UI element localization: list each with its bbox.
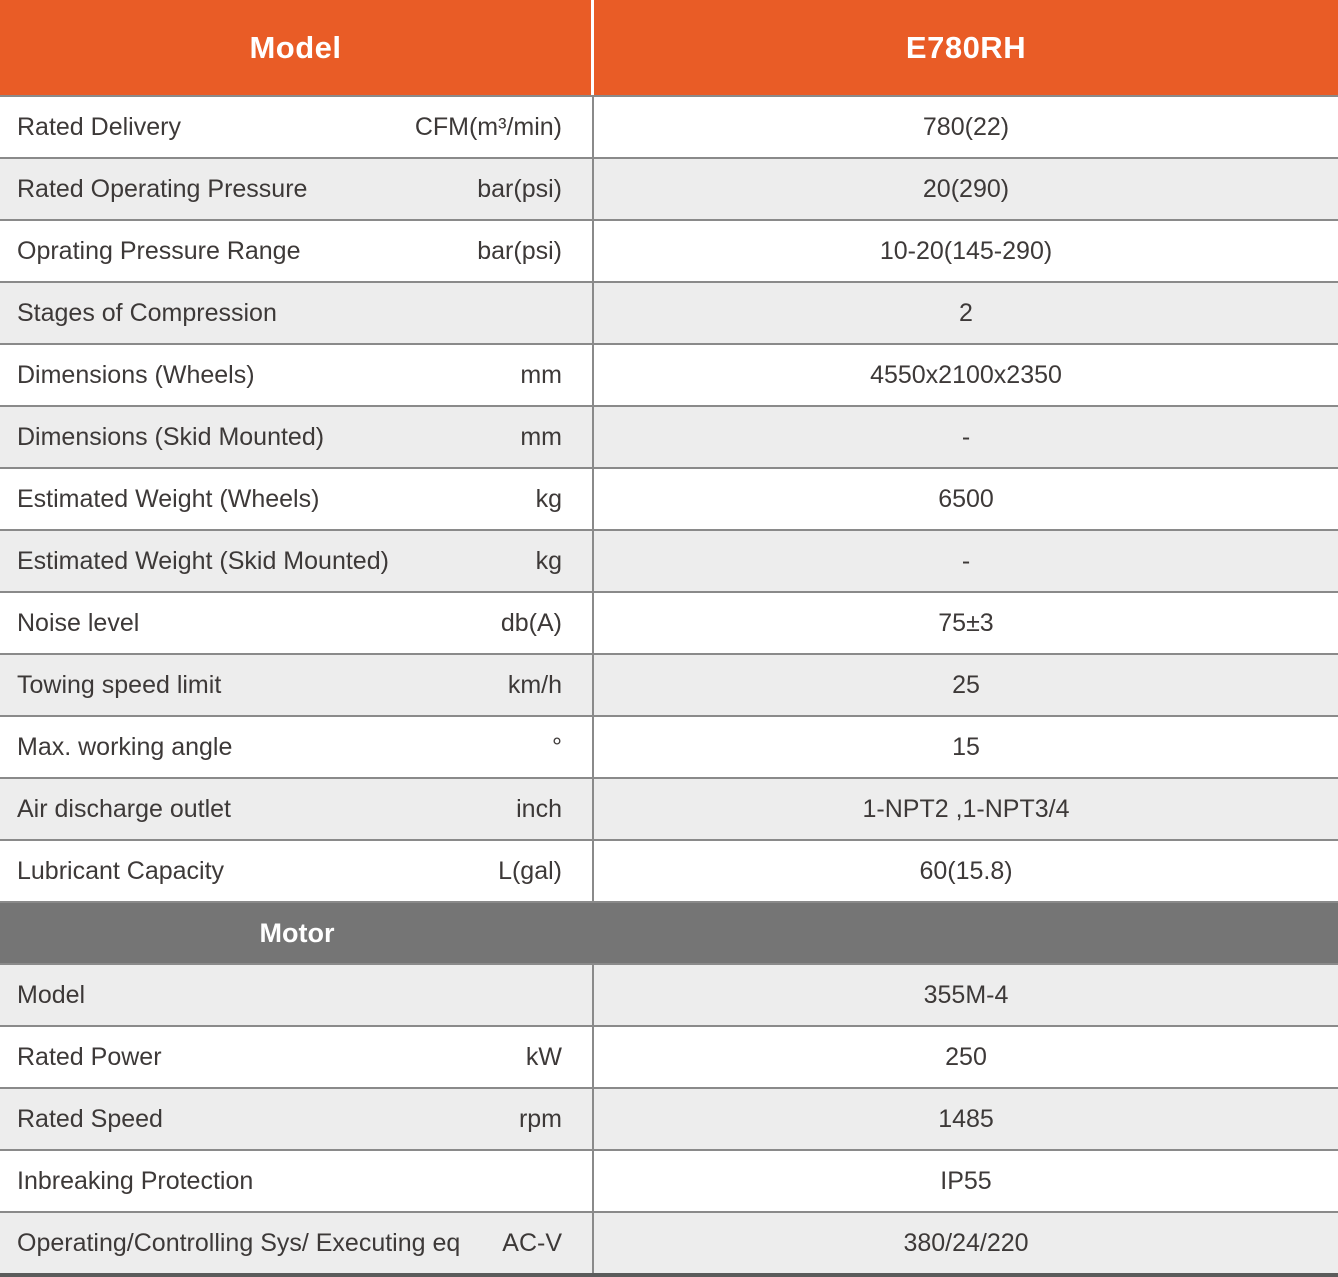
spec-left-cell	[0, 841, 594, 901]
spec-unit: inch	[516, 794, 562, 823]
spec-value: 6500	[938, 484, 994, 513]
table-bottom-border	[0, 1273, 1338, 1277]
spec-unit: CFM(m³/min)	[414, 112, 562, 141]
spec-label: Model	[17, 980, 86, 1009]
motor-section-header	[0, 901, 1338, 963]
spec-unit: bar(psi)	[477, 236, 562, 265]
spec-row-dimensions-wheels	[0, 343, 1338, 405]
spec-value: 1-NPT2 ,1-NPT3/4	[862, 794, 1070, 823]
spec-unit: kg	[535, 484, 562, 513]
spec-row-operating-pressure-range	[0, 219, 1338, 281]
spec-left-cell	[0, 1151, 594, 1211]
spec-left-cell	[0, 407, 594, 467]
spec-unit: km/h	[507, 670, 562, 699]
spec-label: Lubricant Capacity	[17, 856, 225, 885]
spec-row-air-discharge-outlet	[0, 777, 1338, 839]
spec-row-max-working-angle	[0, 715, 1338, 777]
motor-row-inbreaking-protection	[0, 1149, 1338, 1211]
spec-left-cell	[0, 283, 594, 343]
spec-unit: kg	[535, 546, 562, 575]
spec-label: Dimensions (Skid Mounted)	[17, 422, 325, 451]
spec-row-towing-speed-limit	[0, 653, 1338, 715]
spec-value: 355M-4	[923, 980, 1009, 1009]
spec-value: 10-20(145-290)	[879, 236, 1053, 265]
spec-unit: °	[552, 732, 562, 761]
header-model-label: Model	[0, 0, 594, 95]
spec-label: Rated Power	[17, 1042, 162, 1071]
spec-unit: rpm	[518, 1104, 562, 1133]
spec-label: Operating/Controlling Sys/ Executing eq	[17, 1228, 461, 1257]
spec-left-cell	[0, 345, 594, 405]
spec-label: Noise level	[17, 608, 140, 637]
spec-unit: mm	[520, 422, 562, 451]
spec-left-cell	[0, 965, 594, 1025]
spec-row-noise-level	[0, 591, 1338, 653]
spec-value: 4550x2100x2350	[870, 360, 1062, 389]
spec-left-cell	[0, 779, 594, 839]
spec-label: Stages of Compression	[17, 298, 277, 327]
motor-row-rated-speed	[0, 1087, 1338, 1149]
spec-value: 20(290)	[922, 174, 1010, 203]
spec-left-cell	[0, 531, 594, 591]
spec-value: 60(15.8)	[919, 856, 1013, 885]
spec-unit: db(A)	[500, 608, 562, 637]
spec-left-cell	[0, 717, 594, 777]
spec-label: Rated Delivery	[17, 112, 181, 141]
spec-label: Towing speed limit	[17, 670, 222, 699]
spec-value: 780(22)	[922, 112, 1010, 141]
spec-value: 250	[945, 1042, 987, 1071]
spec-left-cell	[0, 159, 594, 219]
motor-row-operating-controlling-sys	[0, 1211, 1338, 1273]
motor-section-spacer	[594, 903, 1338, 963]
spec-label: Estimated Weight (Wheels)	[17, 484, 320, 513]
motor-section-title: Motor	[259, 917, 335, 948]
spec-unit: bar(psi)	[477, 174, 562, 203]
spec-left-cell	[0, 1027, 594, 1087]
spec-value: 380/24/220	[903, 1228, 1029, 1257]
spec-value: 1485	[938, 1104, 994, 1133]
header-model-value: E780RH	[905, 29, 1027, 65]
spec-unit: AC-V	[502, 1228, 562, 1257]
spec-row-lubricant-capacity	[0, 839, 1338, 901]
spec-row-rated-delivery	[0, 95, 1338, 157]
spec-label: Rated Speed	[17, 1104, 163, 1133]
spec-row-weight-wheels	[0, 467, 1338, 529]
spec-unit: kW	[525, 1042, 562, 1071]
spec-label: Inbreaking Protection	[17, 1166, 254, 1195]
spec-value: 75±3	[938, 608, 994, 637]
spec-left-cell	[0, 655, 594, 715]
spec-row-weight-skid	[0, 529, 1338, 591]
spec-left-cell	[0, 1089, 594, 1149]
spec-label: Dimensions (Wheels)	[17, 360, 255, 389]
spec-label: Rated Operating Pressure	[17, 174, 308, 203]
spec-label: Max. working angle	[17, 732, 233, 761]
spec-value: 25	[952, 670, 980, 699]
spec-label: Oprating Pressure Range	[17, 236, 301, 265]
spec-row-stages-of-compression	[0, 281, 1338, 343]
spec-unit: mm	[520, 360, 562, 389]
spec-value: IP55	[940, 1166, 992, 1195]
spec-value: -	[961, 422, 971, 451]
spec-label: Air discharge outlet	[17, 794, 232, 823]
spec-left-cell	[0, 1213, 594, 1273]
spec-row-dimensions-skid	[0, 405, 1338, 467]
spec-value: 15	[952, 732, 980, 761]
table-header-row	[0, 0, 1338, 95]
spec-left-cell	[0, 469, 594, 529]
spec-left-cell	[0, 97, 594, 157]
spec-left-cell	[0, 221, 594, 281]
motor-row-model	[0, 963, 1338, 1025]
motor-row-rated-power	[0, 1025, 1338, 1087]
spec-row-rated-operating-pressure	[0, 157, 1338, 219]
spec-left-cell	[0, 593, 594, 653]
spec-label: Estimated Weight (Skid Mounted)	[17, 546, 389, 575]
spec-value: 2	[959, 298, 973, 327]
spec-unit: L(gal)	[498, 856, 562, 885]
spec-value: -	[961, 546, 971, 575]
